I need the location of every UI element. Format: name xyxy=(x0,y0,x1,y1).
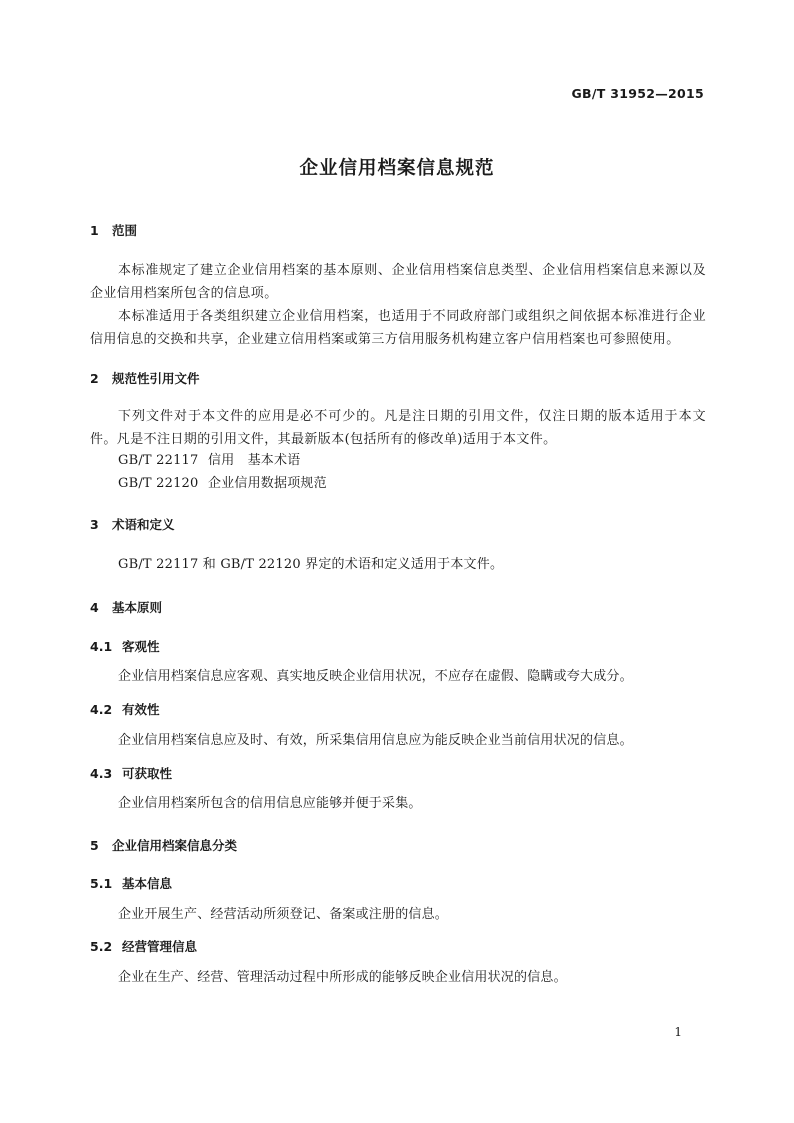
subsection-title: 可获取性 xyxy=(122,766,173,781)
subsection-5-2-heading xyxy=(90,937,197,955)
subsection-4-3-text: 企业信用档案所包含的信用信息应能够并便于采集。 xyxy=(118,796,422,811)
section-1-heading xyxy=(90,221,137,239)
subsection-number: 5.2 xyxy=(90,939,113,954)
subsection-4-2-text: 企业信用档案信息应及时、有效，所采集信用信息应为能反映企业当前信用状况的信息。 xyxy=(118,733,633,748)
section-1-paragraph-2: 本标准适用于各类组织建立企业信用档案，也适用于不同政府部门或组织之间依据本标准进行企业信用信息的交换和共享，企业建立信用档案或第三方信用服务机构建立客户信用档案也可参照使用。 xyxy=(90,309,706,347)
subsection-4-1-text: 企业信用档案信息应客观、真实地反映企业信用状况，不应存在虚假、隐瞒或夸大成分。 xyxy=(118,669,633,684)
section-3-paragraph-1: GB/T 22117 和 GB/T 22120 界定的术语和定义适用于本文件。 xyxy=(118,557,504,572)
normative-reference xyxy=(118,449,300,472)
section-title: 企业信用档案信息分类 xyxy=(112,838,238,853)
subsection-number: 4.1 xyxy=(90,639,113,654)
normative-reference xyxy=(118,472,327,495)
subsection-number: 4.3 xyxy=(90,766,113,781)
subsection-5-2-text: 企业在生产、经营、管理活动过程中所形成的能够反映企业信用状况的信息。 xyxy=(118,970,567,985)
reference-code: GB/T 22117 xyxy=(118,453,199,468)
subsection-number: 5.1 xyxy=(90,876,113,891)
reference-code: GB/T 22120 xyxy=(118,476,199,491)
section-4-heading xyxy=(90,598,162,616)
section-5-heading xyxy=(90,836,237,854)
subsection-5-1-text: 企业开展生产、经营活动所须登记、备案或注册的信息。 xyxy=(118,907,449,922)
document-title: 企业信用档案信息规范 xyxy=(299,158,495,179)
subsection-title: 经营管理信息 xyxy=(122,939,198,954)
section-3-heading xyxy=(90,515,175,533)
subsection-title: 有效性 xyxy=(122,702,160,717)
subsection-4-3-heading xyxy=(90,764,172,782)
subsection-number: 4.2 xyxy=(90,702,113,717)
page-number: 1 xyxy=(674,1025,682,1039)
reference-name: 信用 基本术语 xyxy=(208,453,301,468)
section-number: 1 xyxy=(90,223,99,238)
section-number: 5 xyxy=(90,838,99,853)
section-title: 术语和定义 xyxy=(112,517,175,532)
section-number: 4 xyxy=(90,600,99,615)
section-title: 基本原则 xyxy=(112,600,163,615)
reference-name: 企业信用数据项规范 xyxy=(208,476,327,491)
section-2-heading xyxy=(90,369,200,387)
subsection-5-1-heading xyxy=(90,874,172,892)
subsection-4-2-heading xyxy=(90,700,160,718)
section-1-paragraph-1: 本标准规定了建立企业信用档案的基本原则、企业信用档案信息类型、企业信用档案信息来源以及企业信用档案所包含的信息项。 xyxy=(90,263,706,301)
section-title: 规范性引用文件 xyxy=(112,371,200,386)
subsection-4-1-heading xyxy=(90,637,160,655)
subsection-title: 基本信息 xyxy=(122,876,173,891)
section-2-paragraph-1: 下列文件对于本文件的应用是必不可少的。凡是注日期的引用文件，仅注日期的版本适用于本文件。凡是不注日期的引用文件，其最新版本(包括所有的修改单)适用于本文件。 xyxy=(90,409,706,447)
section-number: 2 xyxy=(90,371,99,386)
standard-number: GB/T 31952—2015 xyxy=(571,86,704,101)
subsection-title: 客观性 xyxy=(122,639,160,654)
section-title: 范围 xyxy=(112,223,138,238)
section-number: 3 xyxy=(90,517,99,532)
